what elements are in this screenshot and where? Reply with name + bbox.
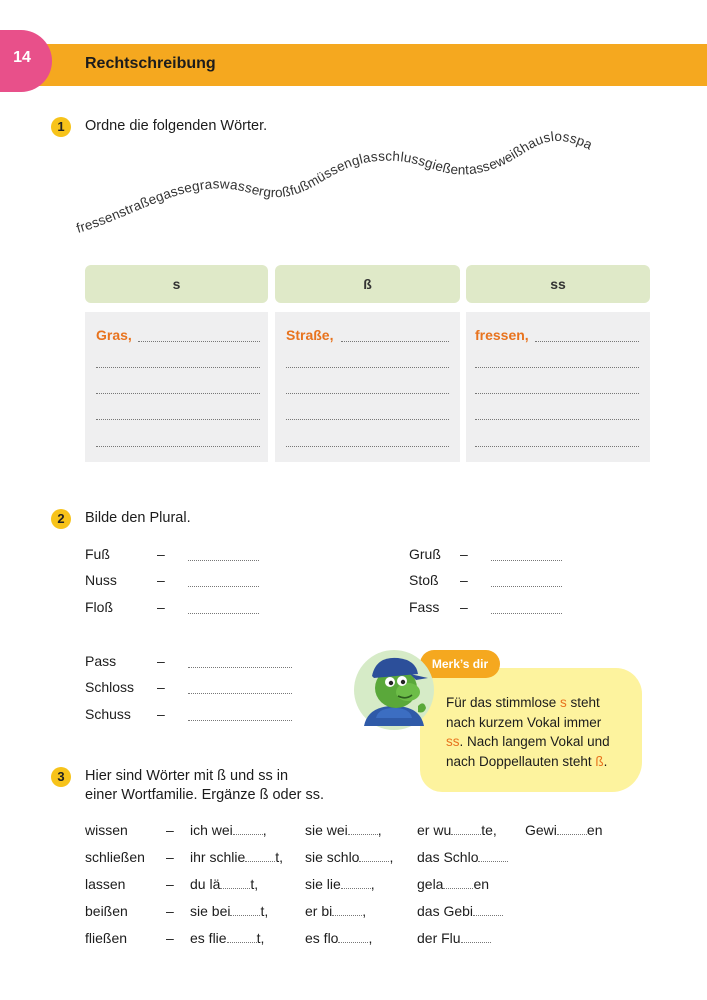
dash: – — [157, 653, 165, 669]
plural-word: Fuß — [85, 546, 110, 562]
answer-line[interactable] — [96, 446, 260, 447]
dash: – — [166, 930, 174, 946]
task1-instruction: Ordne die folgenden Wörter. — [85, 118, 268, 134]
word-stem: du lä — [190, 876, 221, 892]
fill-in-gap[interactable] — [233, 825, 263, 835]
answer-line[interactable] — [96, 367, 260, 368]
word-stem: das Gebi — [417, 903, 474, 919]
word-family-item — [190, 930, 264, 946]
plural-word: Nuss — [85, 572, 117, 588]
word-stem: er wu — [417, 822, 452, 838]
dash: – — [166, 849, 174, 865]
word-stem: es flie — [190, 930, 227, 946]
dash: – — [157, 546, 165, 562]
word-family-base: beißen — [85, 903, 128, 919]
answer-line[interactable] — [138, 341, 260, 342]
plural-word: Pass — [85, 653, 117, 669]
column-heading-ss: ss — [466, 265, 650, 303]
mascot-character-icon — [354, 648, 436, 732]
word-family-item — [417, 903, 503, 919]
word-stem: sie schlo — [305, 849, 360, 865]
word-family-item — [525, 822, 602, 838]
word-stem: Gewi — [525, 822, 557, 838]
page-number: 14 — [13, 49, 31, 66]
task2-instruction: Bilde den Plural. — [85, 510, 191, 526]
plural-word: Fass — [409, 599, 440, 615]
word-family-item — [305, 930, 372, 946]
word-ending: , — [389, 849, 394, 865]
plural-word: Schloss — [85, 679, 135, 695]
fill-in-gap[interactable] — [348, 825, 378, 835]
answer-line[interactable] — [341, 341, 449, 342]
answer-line[interactable] — [475, 393, 639, 394]
word-stem: das Schlo — [417, 849, 479, 865]
tip-text: Für das stimmlose s steht nach kurzem Vokal immer ss. Nach langem Vokal und nach Doppellauten steht ß. — [446, 695, 610, 769]
plural-answer-line[interactable] — [188, 720, 292, 721]
answer-line[interactable] — [475, 446, 639, 447]
word-ending: t, — [256, 930, 265, 946]
dash: – — [166, 876, 174, 892]
word-ending: t, — [250, 876, 259, 892]
word-family-base: lassen — [85, 876, 126, 892]
plural-word: Schuss — [85, 706, 131, 722]
answer-line[interactable] — [286, 419, 449, 420]
fill-in-gap[interactable] — [359, 852, 389, 862]
fill-in-gap[interactable] — [473, 906, 503, 916]
highlight-ss: ss — [446, 734, 460, 749]
fill-in-gap[interactable] — [332, 906, 362, 916]
fill-in-gap[interactable] — [338, 933, 368, 943]
word-ending: , — [377, 822, 382, 838]
dash: – — [157, 679, 165, 695]
plural-answer-line[interactable] — [491, 586, 562, 587]
plural-answer-line[interactable] — [188, 560, 259, 561]
plural-word: Gruß — [409, 546, 441, 562]
word-stem: es flo — [305, 930, 339, 946]
tip-label: Merk’s dir — [420, 650, 500, 678]
answer-line[interactable] — [96, 419, 260, 420]
dash: – — [166, 903, 174, 919]
word-stem: er bi — [305, 903, 333, 919]
task-number-3: 3 — [51, 767, 71, 787]
answer-line[interactable] — [286, 446, 449, 447]
fill-in-gap[interactable] — [230, 906, 260, 916]
page-title: Rechtschreibung — [85, 55, 216, 72]
word-ending: t, — [260, 903, 269, 919]
answer-line[interactable] — [475, 419, 639, 420]
fill-in-gap[interactable] — [461, 933, 491, 943]
word-chain-wave — [55, 103, 620, 255]
dash: – — [460, 546, 468, 562]
word-family-item — [417, 930, 491, 946]
word-family-item — [417, 876, 489, 892]
word-family-item — [190, 876, 258, 892]
word-family-base: schließen — [85, 849, 145, 865]
word-chain-text — [56, 103, 595, 236]
word-stem: gela — [417, 876, 444, 892]
column-ss-first-entry: fressen, — [475, 327, 529, 343]
answer-line[interactable] — [96, 393, 260, 394]
word-family-item — [190, 822, 267, 838]
answer-line[interactable] — [286, 393, 449, 394]
word-ending: t, — [275, 849, 284, 865]
dash: – — [157, 599, 165, 615]
word-ending: en — [473, 876, 490, 892]
fill-in-gap[interactable] — [341, 879, 371, 889]
answer-line[interactable] — [535, 341, 639, 342]
fill-in-gap[interactable] — [451, 825, 481, 835]
plural-answer-line[interactable] — [491, 560, 562, 561]
dash: – — [166, 822, 174, 838]
fill-in-gap[interactable] — [227, 933, 257, 943]
task-number-1: 1 — [51, 117, 71, 137]
dash: – — [460, 599, 468, 615]
word-ending: , — [368, 930, 373, 946]
answer-line[interactable] — [286, 367, 449, 368]
word-family-item — [190, 849, 283, 865]
word-family-item — [190, 903, 268, 919]
highlight-sz: ß — [595, 753, 604, 769]
column-heading-sz: ß — [275, 265, 460, 303]
word-family-item — [305, 849, 393, 865]
highlight-s: s — [560, 695, 567, 710]
word-stem: der Flu — [417, 930, 461, 946]
word-stem: ich wei — [190, 822, 233, 838]
word-ending: , — [370, 876, 375, 892]
word-family-item — [305, 822, 382, 838]
plural-word: Floß — [85, 599, 113, 615]
word-family-item — [417, 822, 497, 838]
fill-in-gap[interactable] — [443, 879, 473, 889]
word-stem: sie lie — [305, 876, 341, 892]
plural-answer-line[interactable] — [188, 586, 259, 587]
fill-in-gap[interactable] — [245, 852, 275, 862]
task-number-2: 2 — [51, 509, 71, 529]
dash: – — [157, 572, 165, 588]
plural-answer-line[interactable] — [491, 613, 562, 614]
word-ending: te, — [481, 822, 497, 838]
column-sz-first-entry: Straße, — [286, 327, 334, 343]
word-stem: ihr schlie — [190, 849, 246, 865]
word-family-item — [417, 849, 508, 865]
word-family-item — [305, 876, 375, 892]
plural-word: Stoß — [409, 572, 439, 588]
plural-answer-line[interactable] — [188, 613, 259, 614]
word-ending: , — [362, 903, 367, 919]
fill-in-gap[interactable] — [478, 852, 508, 862]
word-ending: en — [586, 822, 603, 838]
word-family-base: wissen — [85, 822, 128, 838]
word-stem: sie bei — [190, 903, 231, 919]
column-s-first-entry: Gras, — [96, 327, 132, 343]
word-ending: , — [262, 822, 267, 838]
dash: – — [157, 706, 165, 722]
plural-answer-line[interactable] — [188, 667, 292, 668]
word-stem: sie wei — [305, 822, 348, 838]
dash: – — [460, 572, 468, 588]
column-heading-s: s — [85, 265, 268, 303]
fill-in-gap[interactable] — [220, 879, 250, 889]
word-family-item — [305, 903, 366, 919]
task3-instruction: Hier sind Wörter mit ß und ss in einer Wortfamilie. Ergänze ß oder ss. — [85, 768, 325, 803]
fill-in-gap[interactable] — [557, 825, 587, 835]
answer-line[interactable] — [475, 367, 639, 368]
word-chain-textpath: fressenstraßegassegraswassergroßfußmüssenglasschlussgießentasseweißhauslosspaß — [55, 103, 595, 236]
word-family-base: fließen — [85, 930, 128, 946]
plural-answer-line[interactable] — [188, 693, 292, 694]
